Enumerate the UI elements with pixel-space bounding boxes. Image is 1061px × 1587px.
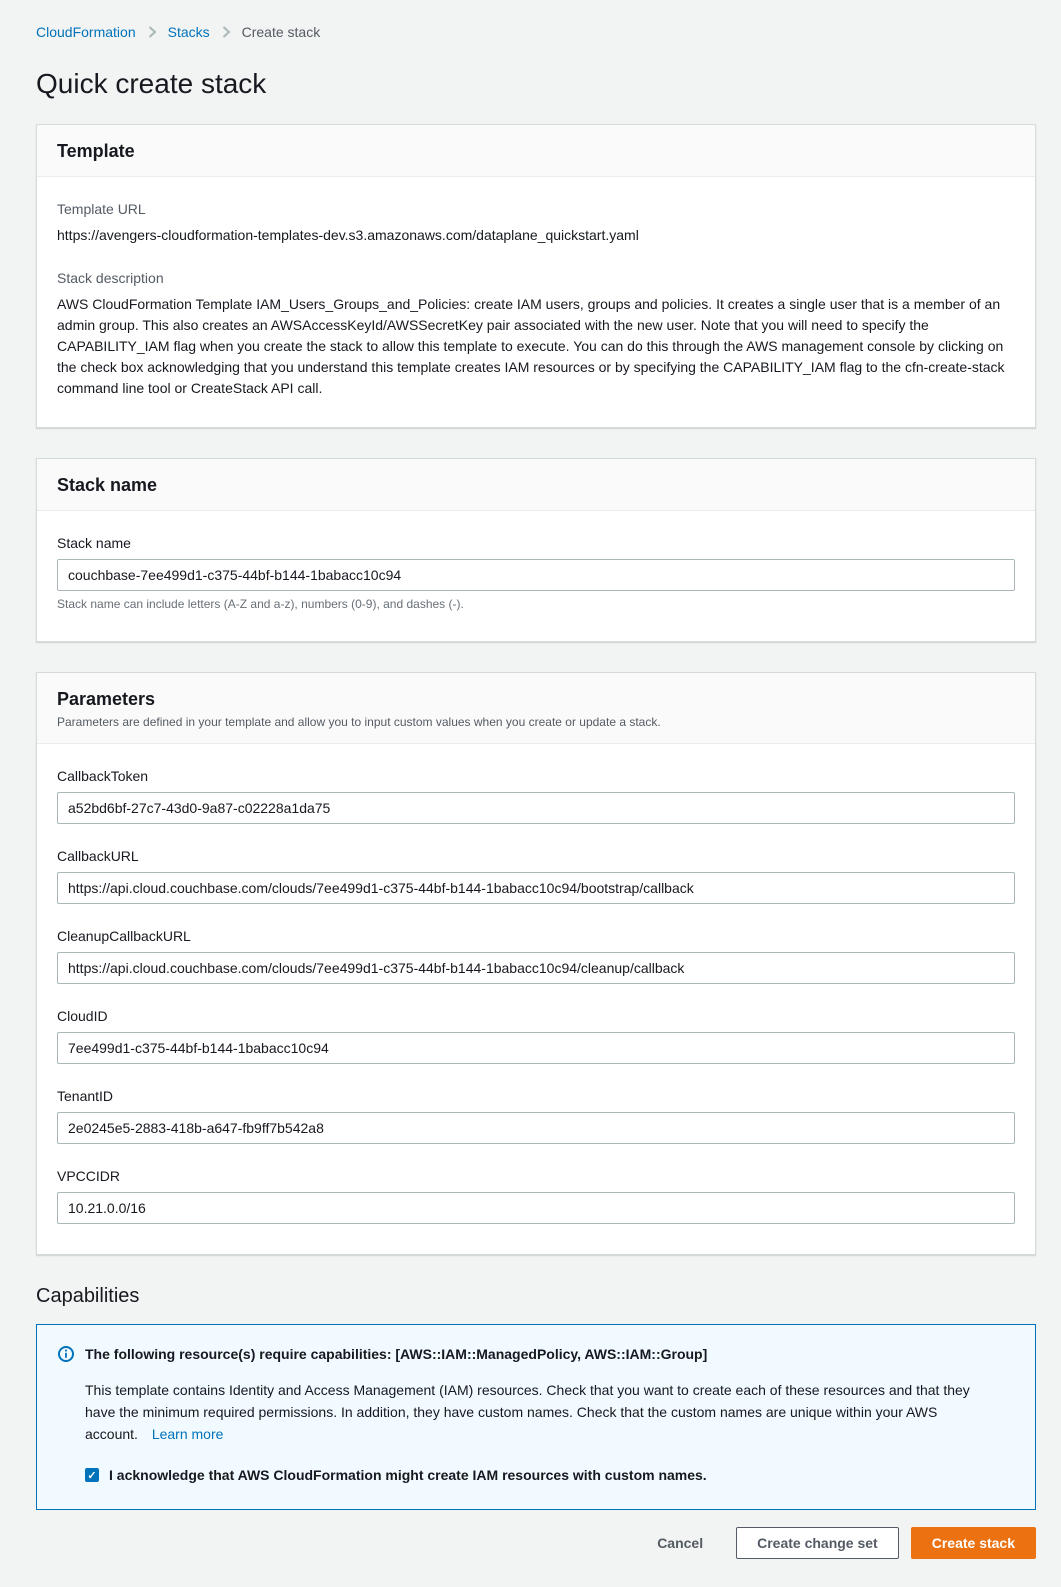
capabilities-title: Capabilities [36,1285,140,1307]
param-input-tenantid[interactable] [57,1112,1015,1144]
param-label-cloudid: CloudID [57,1008,108,1024]
capabilities-alert-title: The following resource(s) require capabilities: [AWS::IAM::ManagedPolicy, AWS::IAM::Group] [85,1346,708,1362]
acknowledge-label: I acknowledge that AWS CloudFormation might create IAM resources with custom names. [109,1467,707,1483]
param-input-callbacktoken[interactable] [57,792,1015,824]
breadcrumb-chevron-icon [146,25,158,39]
stack-name-section-body [37,511,1035,641]
template-section-title: Template [57,141,135,161]
stack-name-section-header [37,459,1035,511]
page-title: Quick create stack [36,68,267,99]
parameters-section-body [37,744,1035,1254]
template-url-label: Template URL [57,201,146,217]
param-label-vpccidr: VPCCIDR [57,1168,121,1184]
stack-name-section [36,458,1036,642]
acknowledge-row [85,1467,1011,1483]
breadcrumb-link-stacks[interactable]: Stacks [167,24,210,40]
template-section-header [37,125,1035,177]
stack-name-section-title: Stack name [57,475,158,495]
param-label-callbacktoken: CallbackToken [57,768,149,784]
template-section-body [37,177,1035,427]
param-input-callbackurl[interactable] [57,872,1015,904]
parameters-section-header [37,673,1035,744]
footer-actions [36,1510,1036,1573]
capabilities-alert-body [85,1379,990,1445]
breadcrumb-link-cloudformation[interactable]: CloudFormation [36,24,136,40]
param-label-tenantid: TenantID [57,1088,114,1104]
param-label-cleanupcallbackurl: CleanupCallbackURL [57,928,191,944]
parameters-section-subtitle: Parameters are defined in your template and allow you to input custom values when you create or update a stack. [57,715,661,729]
capabilities-alert-text: This template contains Identity and Access Management (IAM) resources. Check that you want to create each of these resources and that they have the minimum required permissions. In addition, they have custom names. Check that the custom names are unique within your AWS account. [85,1382,970,1442]
breadcrumb-chevron-icon [220,25,232,39]
template-section [36,124,1036,428]
stack-name-hint: Stack name can include letters (A-Z and a-z), numbers (0-9), and dashes (-). [57,597,464,611]
param-input-vpccidr[interactable] [57,1192,1015,1224]
create-change-set-button[interactable]: Create change set [736,1527,899,1559]
template-url-value: https://avengers-cloudformation-templates-dev.s3.amazonaws.com/dataplane_quickstart.yaml [57,227,639,243]
breadcrumb [36,24,1036,40]
stack-description-label: Stack description [57,270,164,286]
breadcrumb-current-page: Create stack [241,24,321,40]
capabilities-alert [36,1324,1036,1510]
param-input-cloudid[interactable] [57,1032,1015,1064]
learn-more-link[interactable]: Learn more [151,1426,224,1442]
stack-name-input[interactable] [57,559,1015,591]
acknowledge-checkbox[interactable]: ✓ [85,1468,99,1482]
info-icon [58,1346,74,1367]
create-stack-button[interactable]: Create stack [911,1527,1036,1559]
param-input-cleanupcallbackurl[interactable] [57,952,1015,984]
parameters-section [36,672,1036,1255]
stack-description-value: AWS CloudFormation Template IAM_Users_Groups_and_Policies: create IAM users, groups and policies. It creates a single user that is a member of an admin group. This also creates an AWSAccessKeyId/AWSSecretKey pair associated with the new user. Note that you will need to specify the CAPABILITY_IAM flag when you create the stack to allow this template to execute. You can do this through the AWS management console by clicking on the check box acknowledging that you understand this template creates IAM resources or by specifying the CAPABILITY_IAM flag to the cfn-create-stack command line tool or CreateStack API call. [57,296,1005,396]
stack-name-label: Stack name [57,535,131,551]
cancel-button[interactable]: Cancel [636,1529,724,1557]
param-label-callbackurl: CallbackURL [57,848,139,864]
parameters-section-title: Parameters [57,689,156,709]
